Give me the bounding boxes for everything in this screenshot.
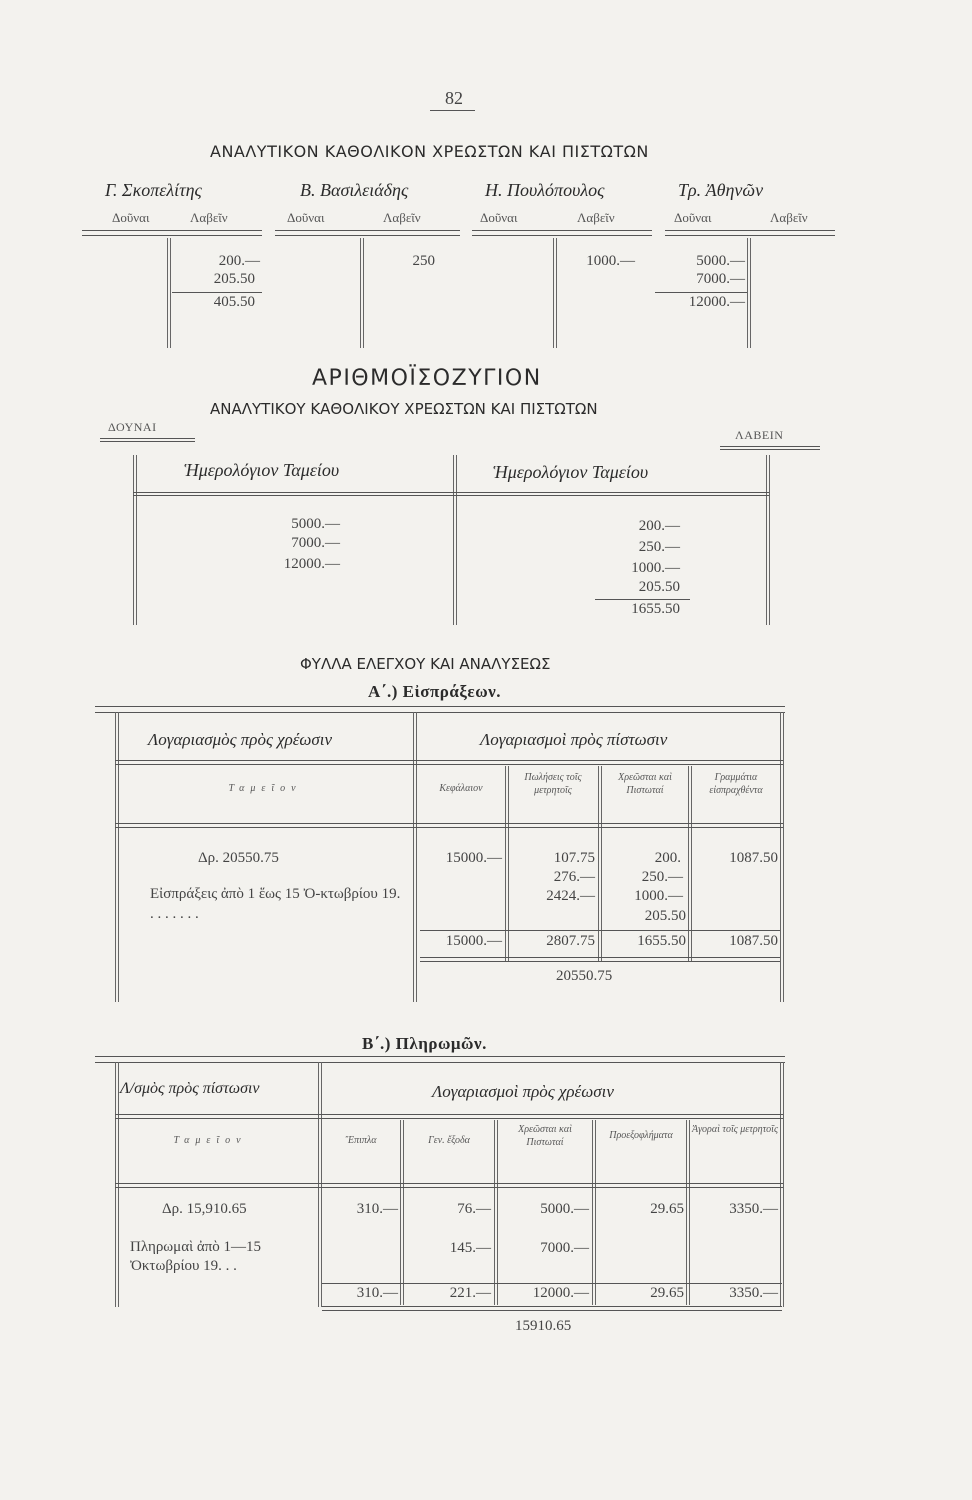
trial-debit-total: 12000.— (283, 556, 340, 572)
rule (275, 230, 460, 231)
rule (783, 1062, 784, 1307)
trap-total: 12000.— (688, 294, 745, 310)
rule (100, 441, 195, 442)
rule (420, 930, 780, 931)
rule (400, 1120, 401, 1305)
trial-credit-4: 205.50 (638, 579, 680, 595)
rule (665, 235, 835, 236)
poliseis-value-1: 107.75 (553, 850, 595, 866)
section2-title: ΑΡΙΘΜΟΪΣΟΖΥΓΙΟΝ (312, 366, 542, 391)
rule (115, 764, 783, 765)
total-agorai: 3350.— (729, 1285, 778, 1301)
col-genexoda: Γεν. ἔξοδα (428, 1135, 470, 1146)
section4-subtitle: Β΄.) Πληρωμῶν. (362, 1034, 487, 1053)
rule (783, 712, 784, 1002)
rule (172, 292, 262, 293)
rule (100, 438, 195, 439)
header-debit-accounts: Λογαριασμοὶ πρὸς χρέωσιν (432, 1082, 614, 1101)
rule (360, 238, 361, 348)
debit-side-label: ΔΟΥΝΑΙ (108, 420, 157, 434)
rule (420, 961, 780, 962)
debit-label-skop: Δοῦναι (112, 210, 150, 225)
trial-credit-1: 200.— (638, 518, 680, 534)
page-number: 82 (445, 88, 463, 108)
rule (750, 238, 751, 348)
payments-description: Πληρωμαὶ ἀπὸ 1—15 Ὀκτωβρίου 19. . . (130, 1239, 262, 1274)
rule (691, 766, 692, 961)
rule (82, 230, 262, 231)
rule (592, 1120, 593, 1305)
rule (115, 1118, 783, 1119)
col-tameion: Ταμεῖον (228, 783, 302, 794)
trial-credit-total: 1655.50 (631, 601, 680, 617)
rule (780, 1062, 781, 1307)
credit-label-vas: Λαβεῖν (383, 210, 421, 225)
rule (133, 492, 769, 493)
debit-label-trap: Δοῦναι (674, 210, 712, 225)
rule (456, 455, 457, 625)
section2-subtitle: ΑΝΑΛΥΤΙΚΟΥ ΚΑΘΟΛΙΚΟΥ ΧΡΕΩΣΤΩΝ ΚΑΙ ΠΙΣΤΩΤΩΝ (210, 400, 598, 418)
rule (115, 823, 783, 824)
credit-label-poul: Λαβεῖν (577, 210, 615, 225)
rule (747, 238, 748, 348)
debit-label-vas: Δοῦναι (287, 210, 325, 225)
skop-value-2: 205.50 (213, 271, 255, 287)
rule (82, 235, 262, 236)
trial-credit-3: 1000.— (631, 560, 680, 576)
header-credit-account: Λ/σμὸς πρὸς πίστωσιν (120, 1080, 260, 1097)
rule (95, 706, 785, 707)
payments-amount: Δρ. 15,910.65 (162, 1201, 247, 1217)
rule (322, 1306, 782, 1307)
xreostai-value-2: 250.— (641, 869, 683, 885)
header-debit-account: Λογαριασμὸς πρὸς χρέωσιν (148, 730, 333, 749)
rule (136, 455, 137, 625)
poliseis-value-3: 2424.— (546, 888, 595, 904)
rule (321, 1062, 322, 1307)
rule (453, 455, 454, 625)
col-proexoflimata: Προεξοφλήματα (609, 1130, 673, 1141)
rule (595, 599, 690, 600)
xreostai-value-4: 205.50 (644, 908, 686, 924)
rule (115, 827, 783, 828)
page-number-underline (430, 110, 475, 111)
col-agorai: Ἀγοραὶ τοῖς μετρητοῖς (692, 1124, 779, 1135)
skop-total: 405.50 (213, 294, 255, 310)
genexoda-value-1: 76.— (457, 1201, 491, 1217)
total-xreostai-2: 12000.— (532, 1285, 589, 1301)
rule (472, 235, 652, 236)
rule (769, 455, 770, 625)
col-epipla: Ἔπιπλα (345, 1135, 377, 1146)
account-name-skopelitis: Γ. Σκοπελίτης (105, 180, 202, 200)
total-xreostai: 1655.50 (637, 933, 686, 949)
xreostai-2-value-1: 5000.— (540, 1201, 589, 1217)
total-genexoda: 221.— (449, 1285, 491, 1301)
agorai-value: 3350.— (729, 1201, 778, 1217)
rule (275, 235, 460, 236)
rule (689, 1120, 690, 1305)
section3-subtitle: Α΄.) Εἰσπράξεων. (368, 682, 501, 701)
credit-side-label: ΛΑΒΕΙΝ (735, 428, 784, 442)
xreostai-2-value-2: 7000.— (540, 1240, 589, 1256)
rule (472, 230, 652, 231)
col-tameion-2: Ταμεῖον (173, 1135, 247, 1146)
xreostai-value-1: 200. (654, 850, 681, 866)
rule (595, 1120, 596, 1305)
receipts-grand-total: 20550.75 (556, 968, 613, 984)
rule (780, 712, 781, 1002)
rule (95, 1056, 785, 1057)
col-header-cashbook-credit: Ἡμερολόγιον Ταμείου (493, 462, 649, 482)
epipla-value: 310.— (356, 1201, 398, 1217)
skop-value-1: 200.— (218, 253, 260, 269)
rule (601, 766, 602, 961)
rule (420, 957, 780, 958)
rule (553, 238, 554, 348)
col-kefalaion: Κεφάλαιον (439, 783, 483, 794)
poul-value-1: 1000.— (586, 253, 635, 269)
total-grammatia: 1087.50 (729, 933, 778, 949)
header-credit-accounts: Λογαριασμοὶ πρὸς πίστωσιν (480, 730, 668, 749)
rule (497, 1120, 498, 1305)
rule (115, 760, 783, 761)
total-proexoflimata: 29.65 (650, 1285, 684, 1301)
account-name-poulopoulos: Η. Πουλόπουλος (485, 180, 605, 200)
total-epipla: 310.— (356, 1285, 398, 1301)
credit-label-skop: Λαβεῖν (190, 210, 228, 225)
rule (686, 1120, 687, 1305)
receipts-amount: Δρ. 20550.75 (198, 850, 279, 866)
trial-credit-2: 250.— (638, 539, 680, 555)
col-header-cashbook-debit: Ἡμερολόγιον Ταμείου (184, 460, 340, 480)
rule (115, 1187, 783, 1188)
rule (403, 1120, 404, 1305)
rule (133, 495, 769, 496)
credit-label-trap: Λαβεῖν (770, 210, 808, 225)
rule (95, 1062, 785, 1063)
rule (322, 1283, 782, 1284)
rule (115, 712, 116, 1002)
vas-value-1: 250 (412, 253, 435, 269)
trap-value-2: 7000.— (696, 271, 745, 287)
rule (167, 238, 168, 348)
rule (318, 1062, 319, 1307)
trial-debit-2: 7000.— (291, 535, 340, 551)
rule (598, 766, 599, 961)
total-kefalaion: 15000.— (445, 933, 502, 949)
rule (170, 238, 171, 348)
rule (115, 1183, 783, 1184)
rule (118, 712, 119, 1002)
rule (95, 712, 785, 713)
rule (655, 292, 747, 293)
rule (720, 449, 820, 450)
kefalaion-value: 15000.— (445, 850, 502, 866)
col-poliseis: Πωλήσεις τοῖς μετρητοῖς (524, 772, 582, 796)
rule (416, 712, 417, 1002)
rule (665, 230, 835, 231)
trap-value-1: 5000.— (696, 253, 745, 269)
col-xreostai: Χρεῶσται καὶ Πιστωταί (618, 772, 672, 796)
rule (508, 766, 509, 961)
trial-debit-1: 5000.— (291, 516, 340, 532)
rule (118, 1062, 119, 1307)
col-xreostai-2: Χρεῶσται καὶ Πιστωταί (518, 1124, 572, 1148)
receipts-description: Εἰσπράξεις ἀπὸ 1 ἕως 15 Ὀ-κτωβρίου 19. . . . . . . . (150, 886, 401, 922)
col-grammatia: Γραμμάτια εἰσπραχθέντα (709, 772, 763, 796)
rule (413, 712, 414, 1002)
payments-grand-total: 15910.65 (515, 1318, 572, 1334)
rule (133, 455, 134, 625)
poliseis-value-2: 276.— (553, 869, 595, 885)
rule (720, 446, 820, 447)
grammatia-value: 1087.50 (729, 850, 778, 866)
rule (115, 1062, 116, 1307)
total-poliseis: 2807.75 (546, 933, 595, 949)
rule (494, 1120, 495, 1305)
section3-title: ΦΥΛΛΑ ΕΛΕΓΧΟΥ ΚΑΙ ΑΝΑΛΥΣΕΩΣ (300, 655, 551, 673)
section1-title: ΑΝΑΛΥΤΙΚΟΝ ΚΑΘΟΛΙΚΟΝ ΧΡΕΩΣΤΩΝ ΚΑΙ ΠΙΣΤΩΤΩΝ (210, 142, 649, 161)
rule (505, 766, 506, 961)
genexoda-value-2: 145.— (449, 1240, 491, 1256)
rule (363, 238, 364, 348)
rule (688, 766, 689, 961)
proexoflimata-value: 29.65 (650, 1201, 684, 1217)
rule (766, 455, 767, 625)
account-name-vasileiadis: Β. Βασιλειάδης (300, 180, 409, 200)
account-name-trapeza: Τρ. Ἀθηνῶν (678, 180, 764, 200)
rule (115, 1114, 783, 1115)
rule (322, 1310, 782, 1311)
debit-label-poul: Δοῦναι (480, 210, 518, 225)
xreostai-value-3: 1000.— (634, 888, 683, 904)
